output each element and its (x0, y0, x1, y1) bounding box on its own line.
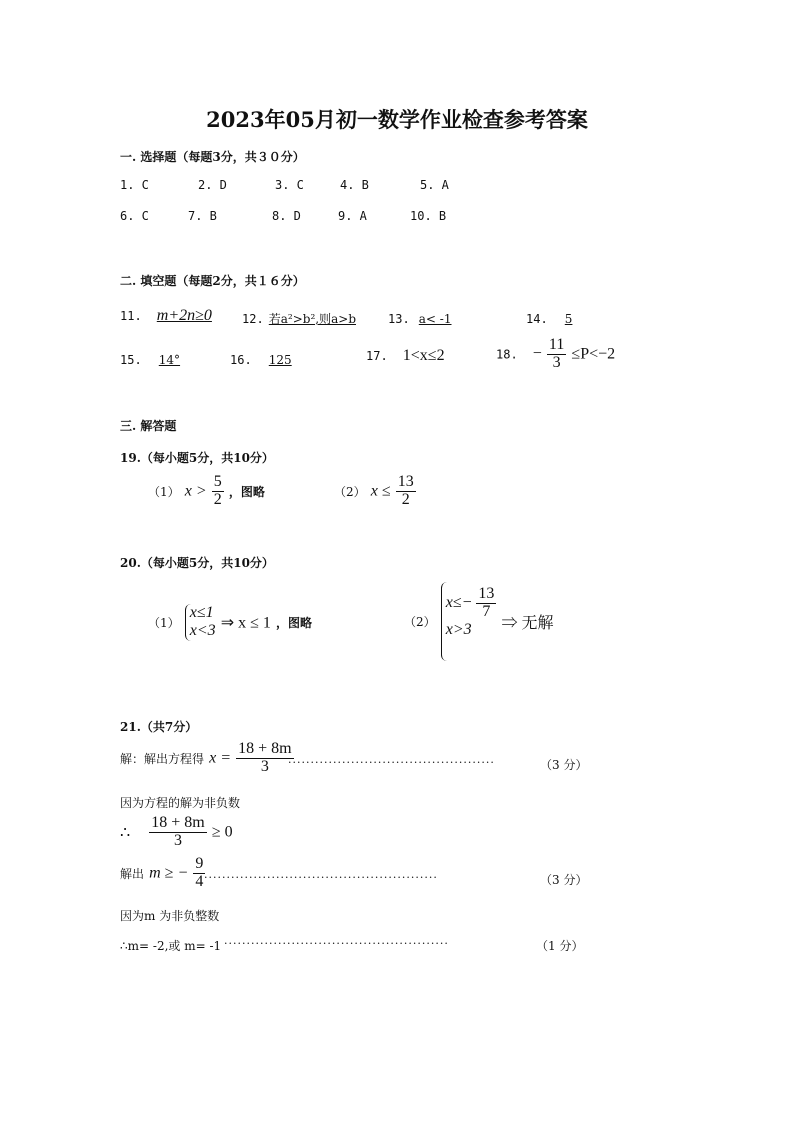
q20-p2-ineq2: x>3 (445, 620, 472, 638)
q21-l3-tail: ≥ 0 (211, 823, 233, 841)
q12-number: 12. (242, 312, 264, 326)
answer-10: 10. B (410, 209, 447, 223)
fill-q17 (366, 345, 445, 365)
q20-p2-numerator: 13 (478, 585, 495, 602)
q21-l1-prefix: 解：解出方程得 (120, 751, 205, 766)
q19-p1-fraction (212, 474, 224, 509)
q20-part2 (404, 582, 554, 661)
q19-part2 (334, 474, 416, 509)
q13-number: 13. (388, 312, 410, 326)
q21-l1-denominator: 3 (260, 757, 269, 775)
q14-number: 14. (526, 312, 548, 326)
fill-q13 (388, 308, 466, 327)
fill-q11 (120, 305, 212, 325)
q21-l1-lhs: x = (209, 749, 232, 767)
fill-q18 (496, 337, 615, 372)
q21-l6-score: （1 分） (536, 939, 584, 953)
q12-answer: 若a²>b²,则a>b (268, 312, 356, 326)
q21-l3-numerator: 18 + 8m (151, 814, 205, 831)
q18-tail: ≤P<−2 (571, 345, 616, 363)
q13-answer: a< -1 (418, 312, 452, 326)
q21-l4-numerator: 9 (195, 855, 204, 872)
q17-number: 17. (366, 349, 388, 363)
q20-heading: 20.（每小题5分，共10分） (120, 556, 274, 570)
q19-p2-denominator: 2 (401, 490, 410, 508)
q21-l3-therefore: ∴ (120, 824, 131, 842)
answer-4: 4. B (340, 178, 369, 192)
fill-q12 (242, 308, 356, 327)
section-heading-choice: 一. 选择题（每题3分，共３０分） (120, 150, 305, 164)
q21-l4-denominator: 4 (195, 872, 204, 890)
q21-line3 (120, 815, 233, 850)
answer-8: 8. D (272, 209, 301, 223)
q11-number: 11. (120, 309, 142, 323)
q20-p2-ineq1 (446, 586, 497, 621)
q19-p1-tail: ，图略 (228, 484, 265, 499)
q19-p1-numerator: 5 (213, 473, 222, 490)
q20-p1-result: ⇒ x ≤ 1 (220, 614, 271, 632)
q21-line5: 因为m 为非负整数 (120, 909, 220, 923)
q19-p2-fraction (396, 474, 416, 509)
section-heading-fill: 二. 填空题（每题2分，共１６分） (120, 274, 305, 288)
fill-q14 (526, 308, 590, 327)
fill-q16 (230, 349, 300, 368)
q19-p1-label: （1） (148, 484, 180, 499)
q19-p1-denominator: 2 (213, 490, 222, 508)
q20-p2-result: ⇒ 无解 (501, 615, 554, 632)
q21-l4-leader: ···················································· (204, 871, 438, 884)
q21-l6-leader: ·················································· (224, 937, 449, 950)
q21-l1-leader: ·············································· (288, 756, 495, 769)
q21-l4-lhs: m ≥ − (149, 864, 189, 882)
q21-l4-prefix: 解出 (120, 866, 145, 881)
q11-answer: m+2n≥0 (156, 307, 212, 324)
q20-p2-denominator: 7 (482, 602, 491, 620)
q21-l3-fraction (149, 815, 206, 850)
q17-answer: 1<x≤2 (402, 347, 445, 364)
q21-heading: 21.（共7分） (120, 720, 198, 734)
q21-l1-fraction (236, 741, 293, 776)
answer-3: 3. C (275, 178, 304, 192)
answer-7: 7. B (188, 209, 217, 223)
q15-answer: 14° (158, 353, 181, 367)
q16-number: 16. (230, 353, 252, 367)
q20-p1-ineq2: x<3 (189, 622, 216, 640)
q18-frac-denominator: 3 (552, 353, 561, 371)
q20-p1-label: （1） (148, 615, 180, 630)
q19-heading: 19.（每小题5分，共10分） (120, 451, 274, 465)
q20-p1-system (185, 604, 216, 641)
q19-p2-lhs: x ≤ (370, 482, 391, 500)
q21-l4-score: （3 分） (540, 873, 588, 887)
q19-part1 (148, 474, 265, 509)
q21-line6: ∴m= -2,或 m= -1 (120, 939, 222, 953)
section-heading-solve: 三. 解答题 (120, 419, 177, 433)
q20-p1-ineq1: x≤1 (189, 604, 214, 621)
q21-line1 (120, 741, 294, 776)
q18-minus: − (532, 345, 542, 363)
q18-frac-numerator: 11 (548, 336, 565, 353)
q20-part1 (148, 604, 312, 641)
q16-answer: 125 (268, 353, 292, 367)
q14-answer: 5 (564, 312, 573, 326)
q19-p1-lhs: x > (184, 482, 207, 500)
q20-p1-tail: ，图略 (276, 615, 313, 630)
q20-p2-system (441, 582, 497, 661)
page-title: 2023年05月初一数学作业检查参考答案 (206, 107, 588, 132)
q18-fraction (547, 337, 566, 372)
q19-p2-numerator: 13 (397, 473, 414, 490)
q21-l3-denominator: 3 (174, 831, 183, 849)
q21-l1-score: （3 分） (540, 758, 588, 772)
q21-line2: 因为方程的解为非负数 (120, 796, 241, 810)
q15-number: 15. (120, 353, 142, 367)
answer-6: 6. C (120, 209, 149, 223)
answer-2: 2. D (198, 178, 227, 192)
answer-1: 1. C (120, 178, 149, 192)
q21-line4 (120, 856, 205, 891)
fill-q15 (120, 349, 190, 368)
q21-l1-numerator: 18 + 8m (238, 740, 292, 757)
q20-p2-label: （2） (404, 615, 436, 629)
answer-9: 9. A (338, 209, 367, 223)
q20-p2-ineq1-lhs: x≤− (445, 594, 473, 612)
q18-number: 18. (496, 347, 518, 362)
q20-p2-fraction (476, 586, 496, 621)
q19-p2-label: （2） (334, 484, 366, 499)
answer-5: 5. A (420, 178, 449, 192)
